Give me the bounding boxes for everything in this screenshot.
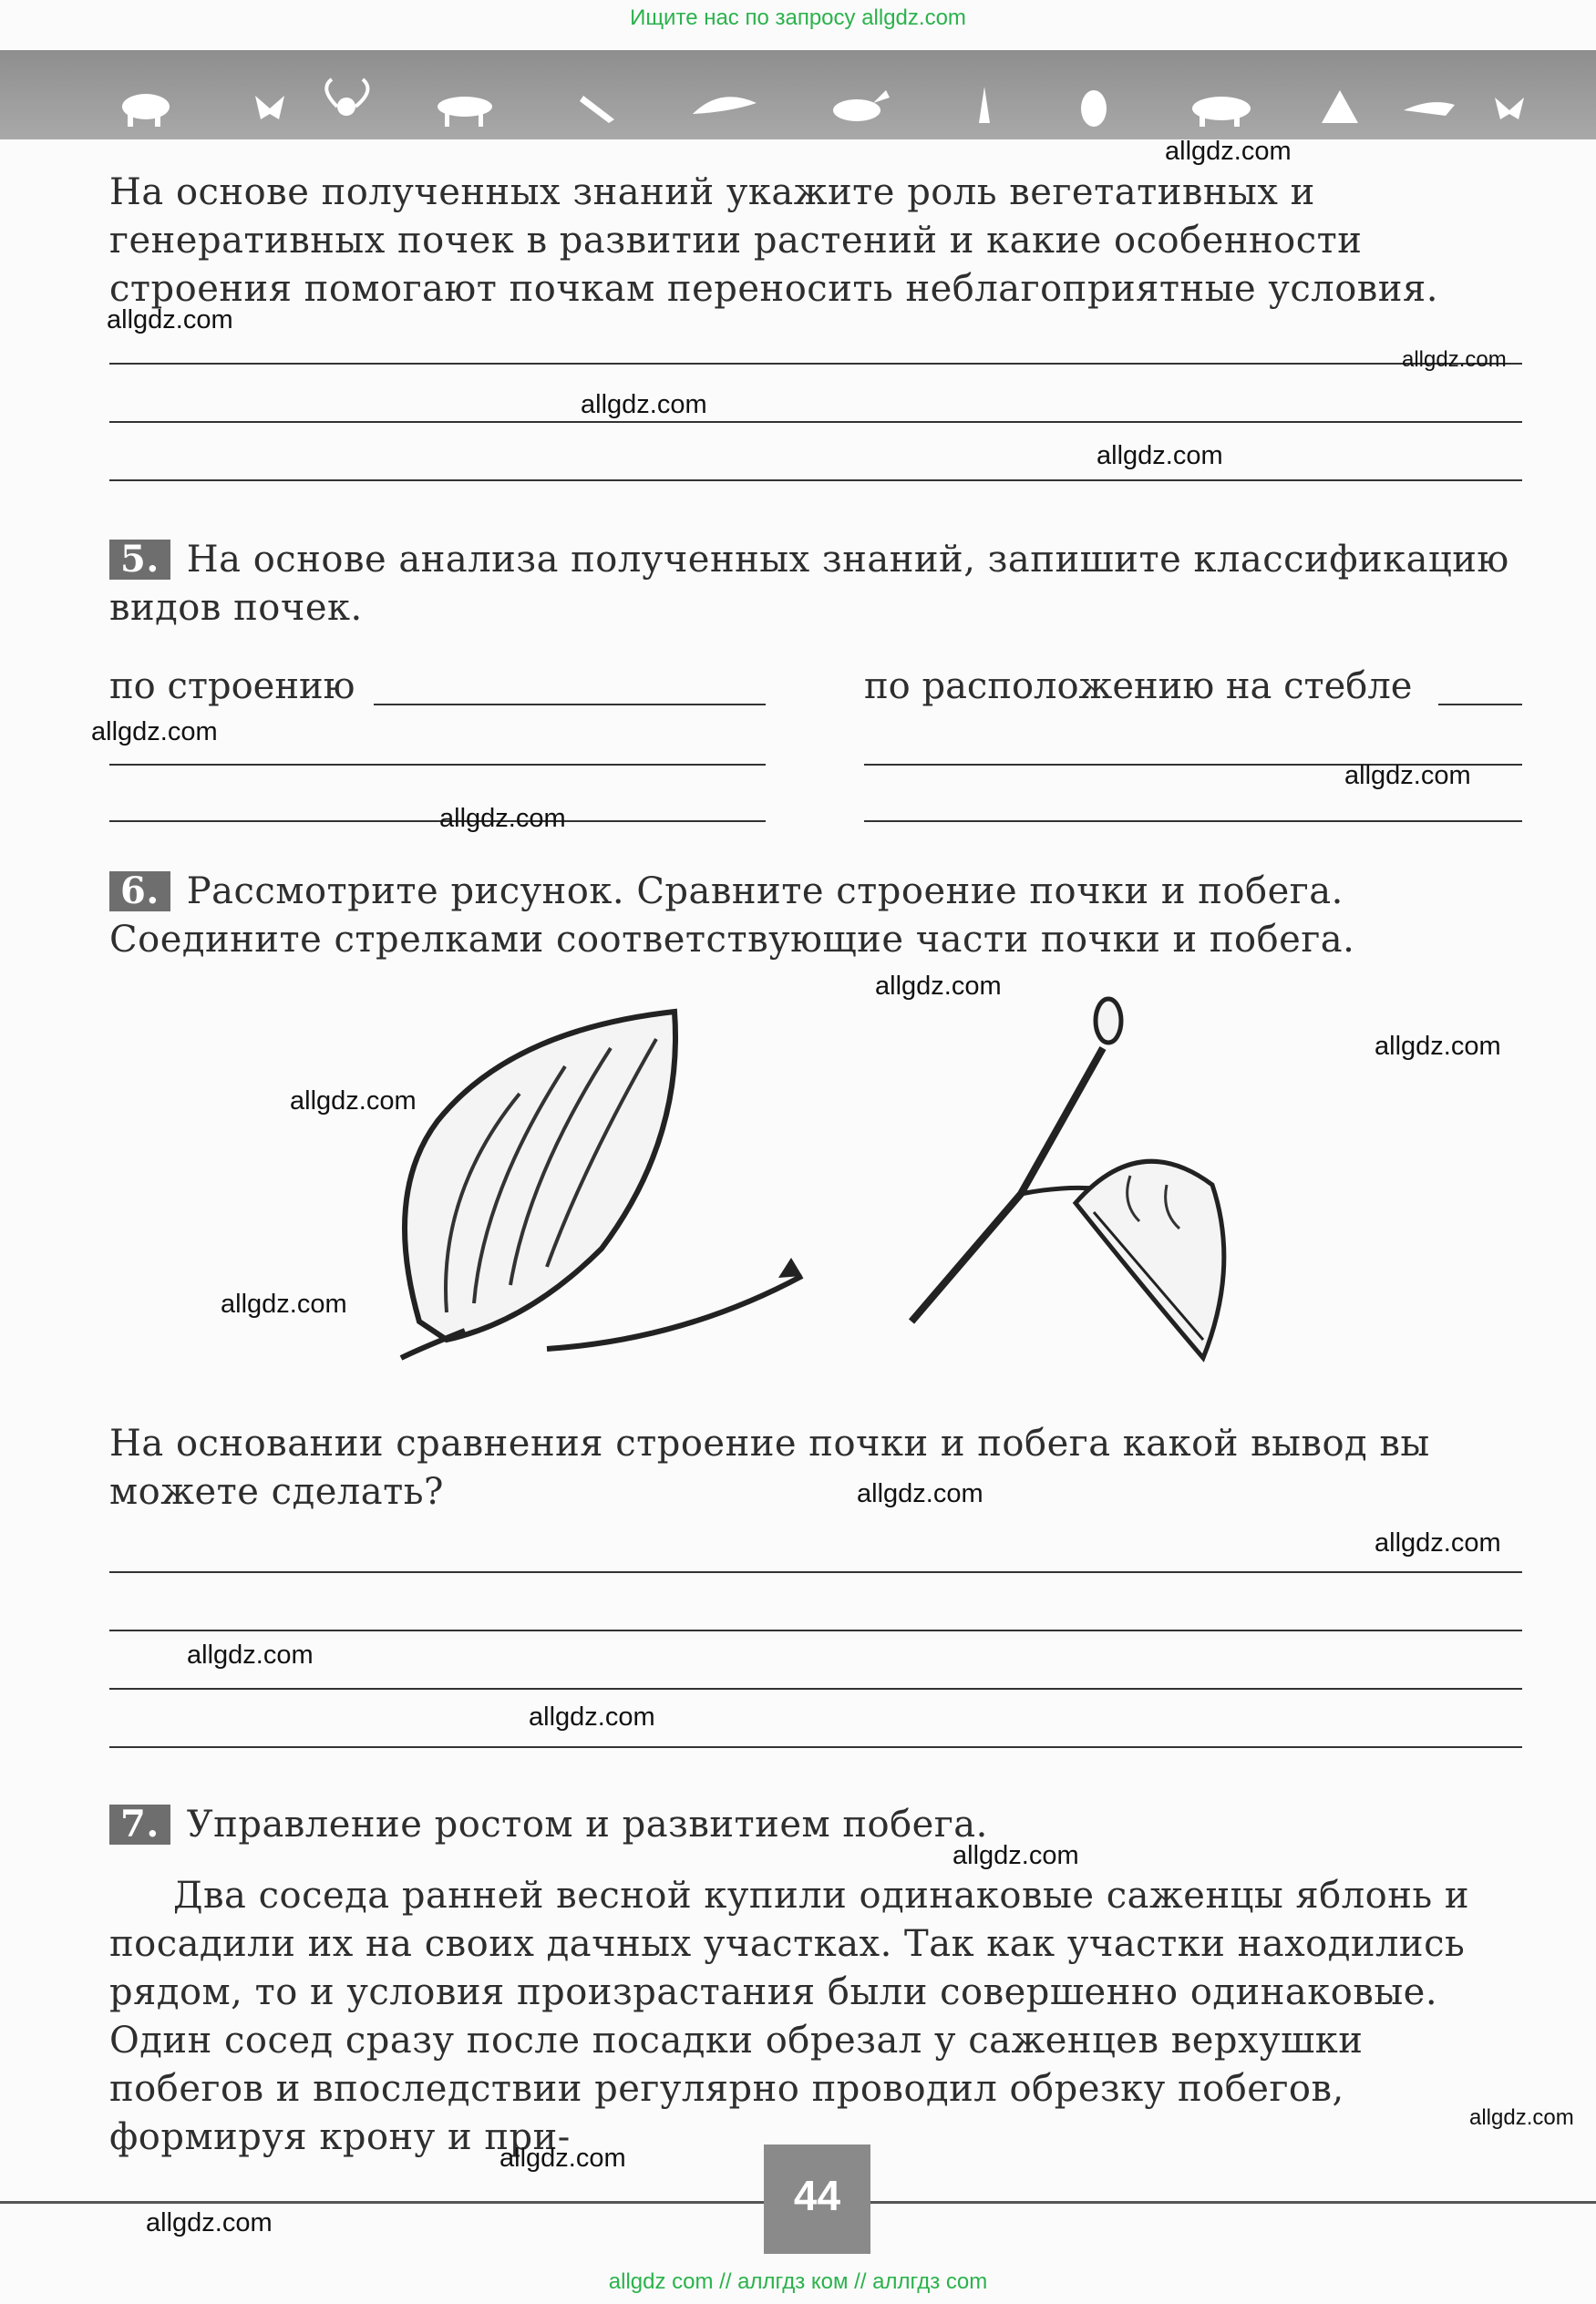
task-7-number: 7. — [109, 1805, 170, 1845]
watermark[interactable]: allgdz.com — [107, 305, 233, 334]
task-6 — [109, 868, 1522, 964]
answer-line[interactable] — [109, 820, 766, 822]
birch-shoot-icon — [875, 993, 1276, 1394]
task-6-number: 6. — [109, 871, 170, 911]
answer-line[interactable] — [1438, 704, 1522, 705]
watermark[interactable]: allgdz.com — [499, 2144, 626, 2173]
header-animal-band — [0, 50, 1596, 139]
watermark[interactable]: allgdz.com — [1375, 1528, 1501, 1558]
task-7-text: Два соседа ранней весной купили одинаковые саженцы яблонь и посадили их на своих дачных участках. Так как участки находились рядом, то и условия произрастания были совершенно одинаковые. Один сосед сразу после посадки обрезал у саженцев верхушки побегов и впоследствии регулярно проводил обрезку побегов, формируя крону и при- — [109, 1875, 1469, 2158]
answer-line[interactable] — [109, 1630, 1522, 1631]
answer-line[interactable] — [109, 1688, 1522, 1690]
label-by-position: по расположению на стебле — [864, 665, 1413, 707]
watermark[interactable]: allgdz.com — [1469, 2105, 1574, 2130]
task-6-question: На основании сравнения строение почки и побега какой вывод вы можете сделать? — [109, 1423, 1430, 1513]
answer-line[interactable] — [109, 479, 1522, 481]
watermark[interactable]: allgdz.com — [146, 2208, 273, 2237]
answer-line[interactable] — [109, 421, 1522, 423]
watermark[interactable]: allgdz.com — [290, 1086, 417, 1116]
watermark[interactable]: allgdz.com — [1375, 1032, 1501, 1061]
footer-links[interactable]: allgdz com // аллгдз ком // аллгдз com — [608, 2269, 988, 2294]
task-7-title: Управление ростом и развитием побега. — [186, 1804, 988, 1846]
answer-line[interactable] — [109, 363, 1522, 365]
page-number: 44 — [764, 2145, 870, 2254]
bud-cross-section-icon — [383, 993, 893, 1394]
animal-silhouettes-icon — [109, 50, 1531, 139]
watermark[interactable]: allgdz.com — [581, 390, 707, 419]
task-5-number: 5. — [109, 540, 170, 580]
task-5 — [109, 536, 1522, 633]
task-5-text: На основе анализа полученных знаний, запишите классификацию видов почек. — [109, 539, 1509, 629]
intro-paragraph: На основе полученных знаний укажите роль вегетативных и генеративных почек в развитии растений и какие особенности строения помогают почкам переносить неблагоприятные условия. — [109, 171, 1438, 310]
watermark[interactable]: allgdz.com — [1344, 761, 1471, 790]
watermark[interactable]: allgdz.com — [529, 1702, 655, 1732]
watermark[interactable]: allgdz.com — [439, 804, 566, 833]
label-by-structure: по строению — [109, 665, 355, 707]
watermark[interactable]: allgdz.com — [857, 1479, 983, 1508]
watermark[interactable]: allgdz.com — [1097, 441, 1223, 470]
watermark[interactable]: allgdz.com — [91, 717, 218, 746]
task-6-text: Рассмотрите рисунок. Сравните строение почки и побега. Соедините стрелками соответствующие части почки и побега. — [109, 870, 1355, 961]
watermark[interactable]: allgdz.com — [1402, 347, 1507, 372]
answer-line[interactable] — [374, 704, 766, 705]
top-banner[interactable]: Ищите нас по запросу allgdz.com — [630, 5, 966, 30]
task-7 — [109, 1801, 1522, 1849]
watermark[interactable]: allgdz.com — [221, 1290, 347, 1319]
watermark[interactable]: allgdz.com — [952, 1841, 1079, 1870]
answer-line[interactable] — [864, 820, 1522, 822]
watermark[interactable]: allgdz.com — [1165, 137, 1292, 166]
watermark[interactable]: allgdz.com — [187, 1641, 314, 1670]
answer-line[interactable] — [109, 764, 766, 766]
answer-line[interactable] — [109, 1746, 1522, 1748]
watermark[interactable]: allgdz.com — [875, 972, 1002, 1001]
answer-line[interactable] — [109, 1571, 1522, 1573]
